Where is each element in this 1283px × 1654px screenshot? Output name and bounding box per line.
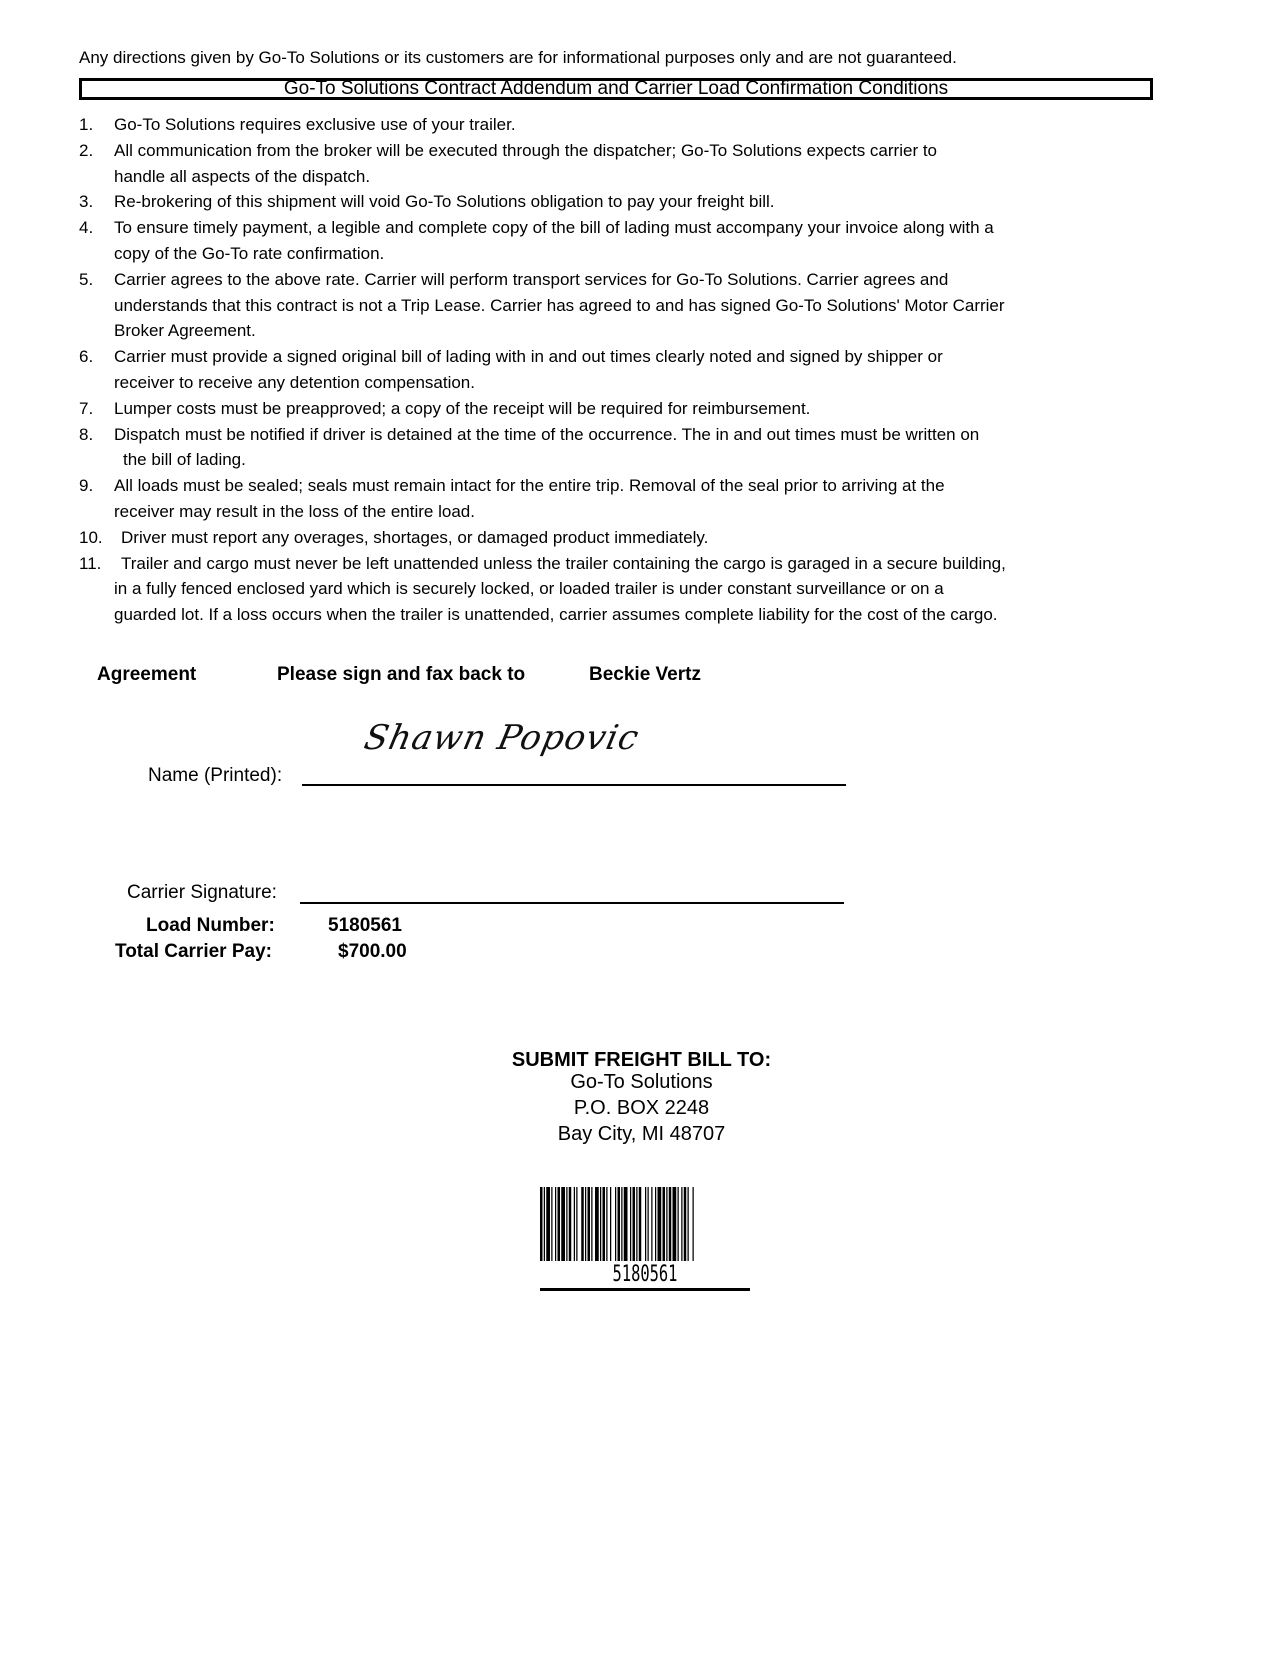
barcode-bar	[651, 1187, 652, 1261]
condition-number: 4.	[79, 218, 94, 238]
barcode-bar	[639, 1187, 642, 1261]
condition-item	[79, 525, 1229, 551]
conditions-title: Go-To Solutions Contract Addendum and Carrier Load Confirmation Conditions	[79, 78, 1153, 100]
barcode-bar	[669, 1187, 672, 1261]
condition-text: Trailer and cargo must never be left unattended unless the trailer containing the cargo is garaged in a secure building,	[121, 553, 1006, 573]
condition-text: Dispatch must be notified if driver is detained at the time of the occurrence. The in and out times must be written on	[114, 424, 980, 444]
barcode-bar	[673, 1187, 677, 1261]
barcode-bar	[574, 1187, 575, 1261]
barcode-bar	[588, 1187, 591, 1261]
barcode-bar	[551, 1187, 552, 1261]
barcode-bar	[618, 1187, 621, 1261]
barcode-bar	[658, 1187, 662, 1261]
condition-item	[79, 473, 1229, 525]
fax-instruction: Please sign and fax back to	[277, 664, 526, 685]
condition-text: copy of the Go-To rate confirmation.	[114, 243, 385, 263]
condition-text: understands that this contract is not a Trip Lease. Carrier has agreed to and has signed Go-To Solutions' Motor Carrier	[114, 295, 1005, 315]
condition-item	[79, 267, 1229, 344]
agreement-label: Agreement	[97, 664, 197, 685]
condition-text: receiver to receive any detention compensation.	[114, 372, 475, 392]
condition-text: All loads must be sealed; seals must remain intact for the entire trip. Removal of the seal prior to arriving at the	[114, 476, 945, 496]
condition-text: To ensure timely payment, a legible and complete copy of the bill of lading must accompany your invoice along with a	[114, 218, 994, 238]
disclaimer-text: Any directions given by Go-To Solutions or its customers are for informational purposes only and are not guaranteed.	[79, 48, 957, 67]
barcode-bar	[693, 1187, 694, 1261]
barcode-bar	[663, 1187, 666, 1261]
barcode-underline	[540, 1288, 750, 1291]
condition-text: Broker Agreement.	[114, 321, 256, 341]
barcode-bar	[566, 1187, 567, 1261]
condition-text: handle all aspects of the dispatch.	[114, 166, 371, 186]
condition-text: guarded lot. If a loss occurs when the trailer is unattended, carrier assumes complete liability for the cost of the cargo.	[114, 605, 998, 625]
barcode-bar	[645, 1187, 646, 1261]
condition-text: Go-To Solutions requires exclusive use of your trailer.	[114, 115, 516, 134]
condition-text: Re-brokering of this shipment will void Go-To Solutions obligation to pay your freight bill.	[114, 192, 775, 212]
condition-text: the bill of lading.	[123, 450, 246, 470]
condition-text: Lumper costs must be preapproved; a copy of the receipt will be required for reimbursement.	[114, 398, 811, 418]
barcode-bar	[681, 1187, 682, 1261]
submit-title: SUBMIT FREIGHT BILL TO:	[511, 1049, 772, 1071]
condition-text: Carrier agrees to the above rate. Carrier will perform transport services for Go-To Solutions. Carrier agrees and	[114, 269, 949, 289]
total-pay-value: $700.00	[338, 941, 407, 962]
condition-item	[79, 396, 1229, 422]
barcode-bar	[585, 1187, 586, 1261]
name-printed-label: Name (Printed):	[148, 765, 283, 786]
condition-number: 6.	[79, 347, 94, 367]
barcode-icon	[540, 1187, 750, 1261]
conditions-list	[79, 112, 1229, 628]
barcode-bar	[569, 1187, 572, 1261]
total-pay-label: Total Carrier Pay:	[115, 941, 272, 962]
load-number-value: 5180561	[328, 915, 402, 936]
barcode-bar	[621, 1187, 622, 1261]
condition-number: 9.	[79, 476, 94, 496]
barcode-bar	[591, 1187, 592, 1261]
condition-number: 10.	[79, 527, 103, 547]
barcode-bar	[633, 1187, 636, 1261]
barcode-number: 5180561	[612, 1262, 678, 1287]
carrier-signature-label: Carrier Signature:	[127, 882, 277, 903]
submit-city: Bay City, MI 48707	[557, 1123, 726, 1145]
barcode-bar	[544, 1187, 545, 1261]
barcode-bar	[636, 1187, 637, 1261]
name-line	[302, 784, 846, 786]
condition-item	[79, 551, 1229, 628]
barcode-bar	[600, 1187, 601, 1261]
carrier-signature-line[interactable]	[300, 902, 844, 904]
condition-item	[79, 112, 1229, 138]
condition-item	[79, 189, 1229, 215]
barcode-bar	[555, 1187, 556, 1261]
barcode-bar	[576, 1187, 577, 1261]
condition-text: Driver must report any overages, shortages, or damaged product immediately.	[121, 527, 709, 547]
barcode-bar	[648, 1187, 649, 1261]
barcode-bar	[546, 1187, 550, 1261]
barcode-bar	[595, 1187, 599, 1261]
barcode-bar	[603, 1187, 606, 1261]
condition-item	[79, 138, 1229, 190]
condition-item	[79, 422, 1229, 474]
barcode-bar	[684, 1187, 687, 1261]
barcode-bar	[561, 1187, 565, 1261]
printed-name-signature: Shawn Popovic	[360, 718, 643, 758]
submit-company: Go-To Solutions	[570, 1071, 713, 1093]
condition-text: in a fully fenced enclosed yard which is securely locked, or loaded trailer is under constant surveillance or on a	[114, 579, 944, 599]
barcode-bar	[558, 1187, 561, 1261]
barcode-bar	[630, 1187, 631, 1261]
condition-number: 11.	[79, 553, 102, 573]
barcode-bar	[540, 1187, 543, 1261]
barcode-bar	[606, 1187, 607, 1261]
condition-text: All communication from the broker will be executed through the dispatcher; Go-To Solutions expects carrier to	[114, 140, 938, 160]
barcode-bar	[678, 1187, 679, 1261]
condition-number: 7.	[79, 398, 94, 418]
condition-item	[79, 344, 1229, 396]
condition-number: 1.	[79, 115, 94, 134]
condition-number: 2.	[79, 140, 94, 160]
barcode-bar	[655, 1187, 656, 1261]
condition-text: Carrier must provide a signed original bill of lading with in and out times clearly noted and signed by shipper or	[114, 347, 943, 367]
barcode-bar	[615, 1187, 616, 1261]
condition-number: 8.	[79, 424, 94, 444]
condition-number: 5.	[79, 269, 94, 289]
barcode-bar	[610, 1187, 611, 1261]
barcode-bar	[581, 1187, 584, 1261]
load-number-label: Load Number:	[146, 915, 275, 936]
barcode-bar	[624, 1187, 628, 1261]
condition-number: 3.	[79, 192, 94, 212]
condition-item	[79, 215, 1229, 267]
fax-contact: Beckie Vertz	[589, 664, 701, 685]
condition-text: receiver may result in the loss of the entire load.	[114, 501, 475, 521]
barcode-bar	[666, 1187, 667, 1261]
submit-po-box: P.O. BOX 2248	[573, 1097, 710, 1119]
barcode-bar	[688, 1187, 689, 1261]
